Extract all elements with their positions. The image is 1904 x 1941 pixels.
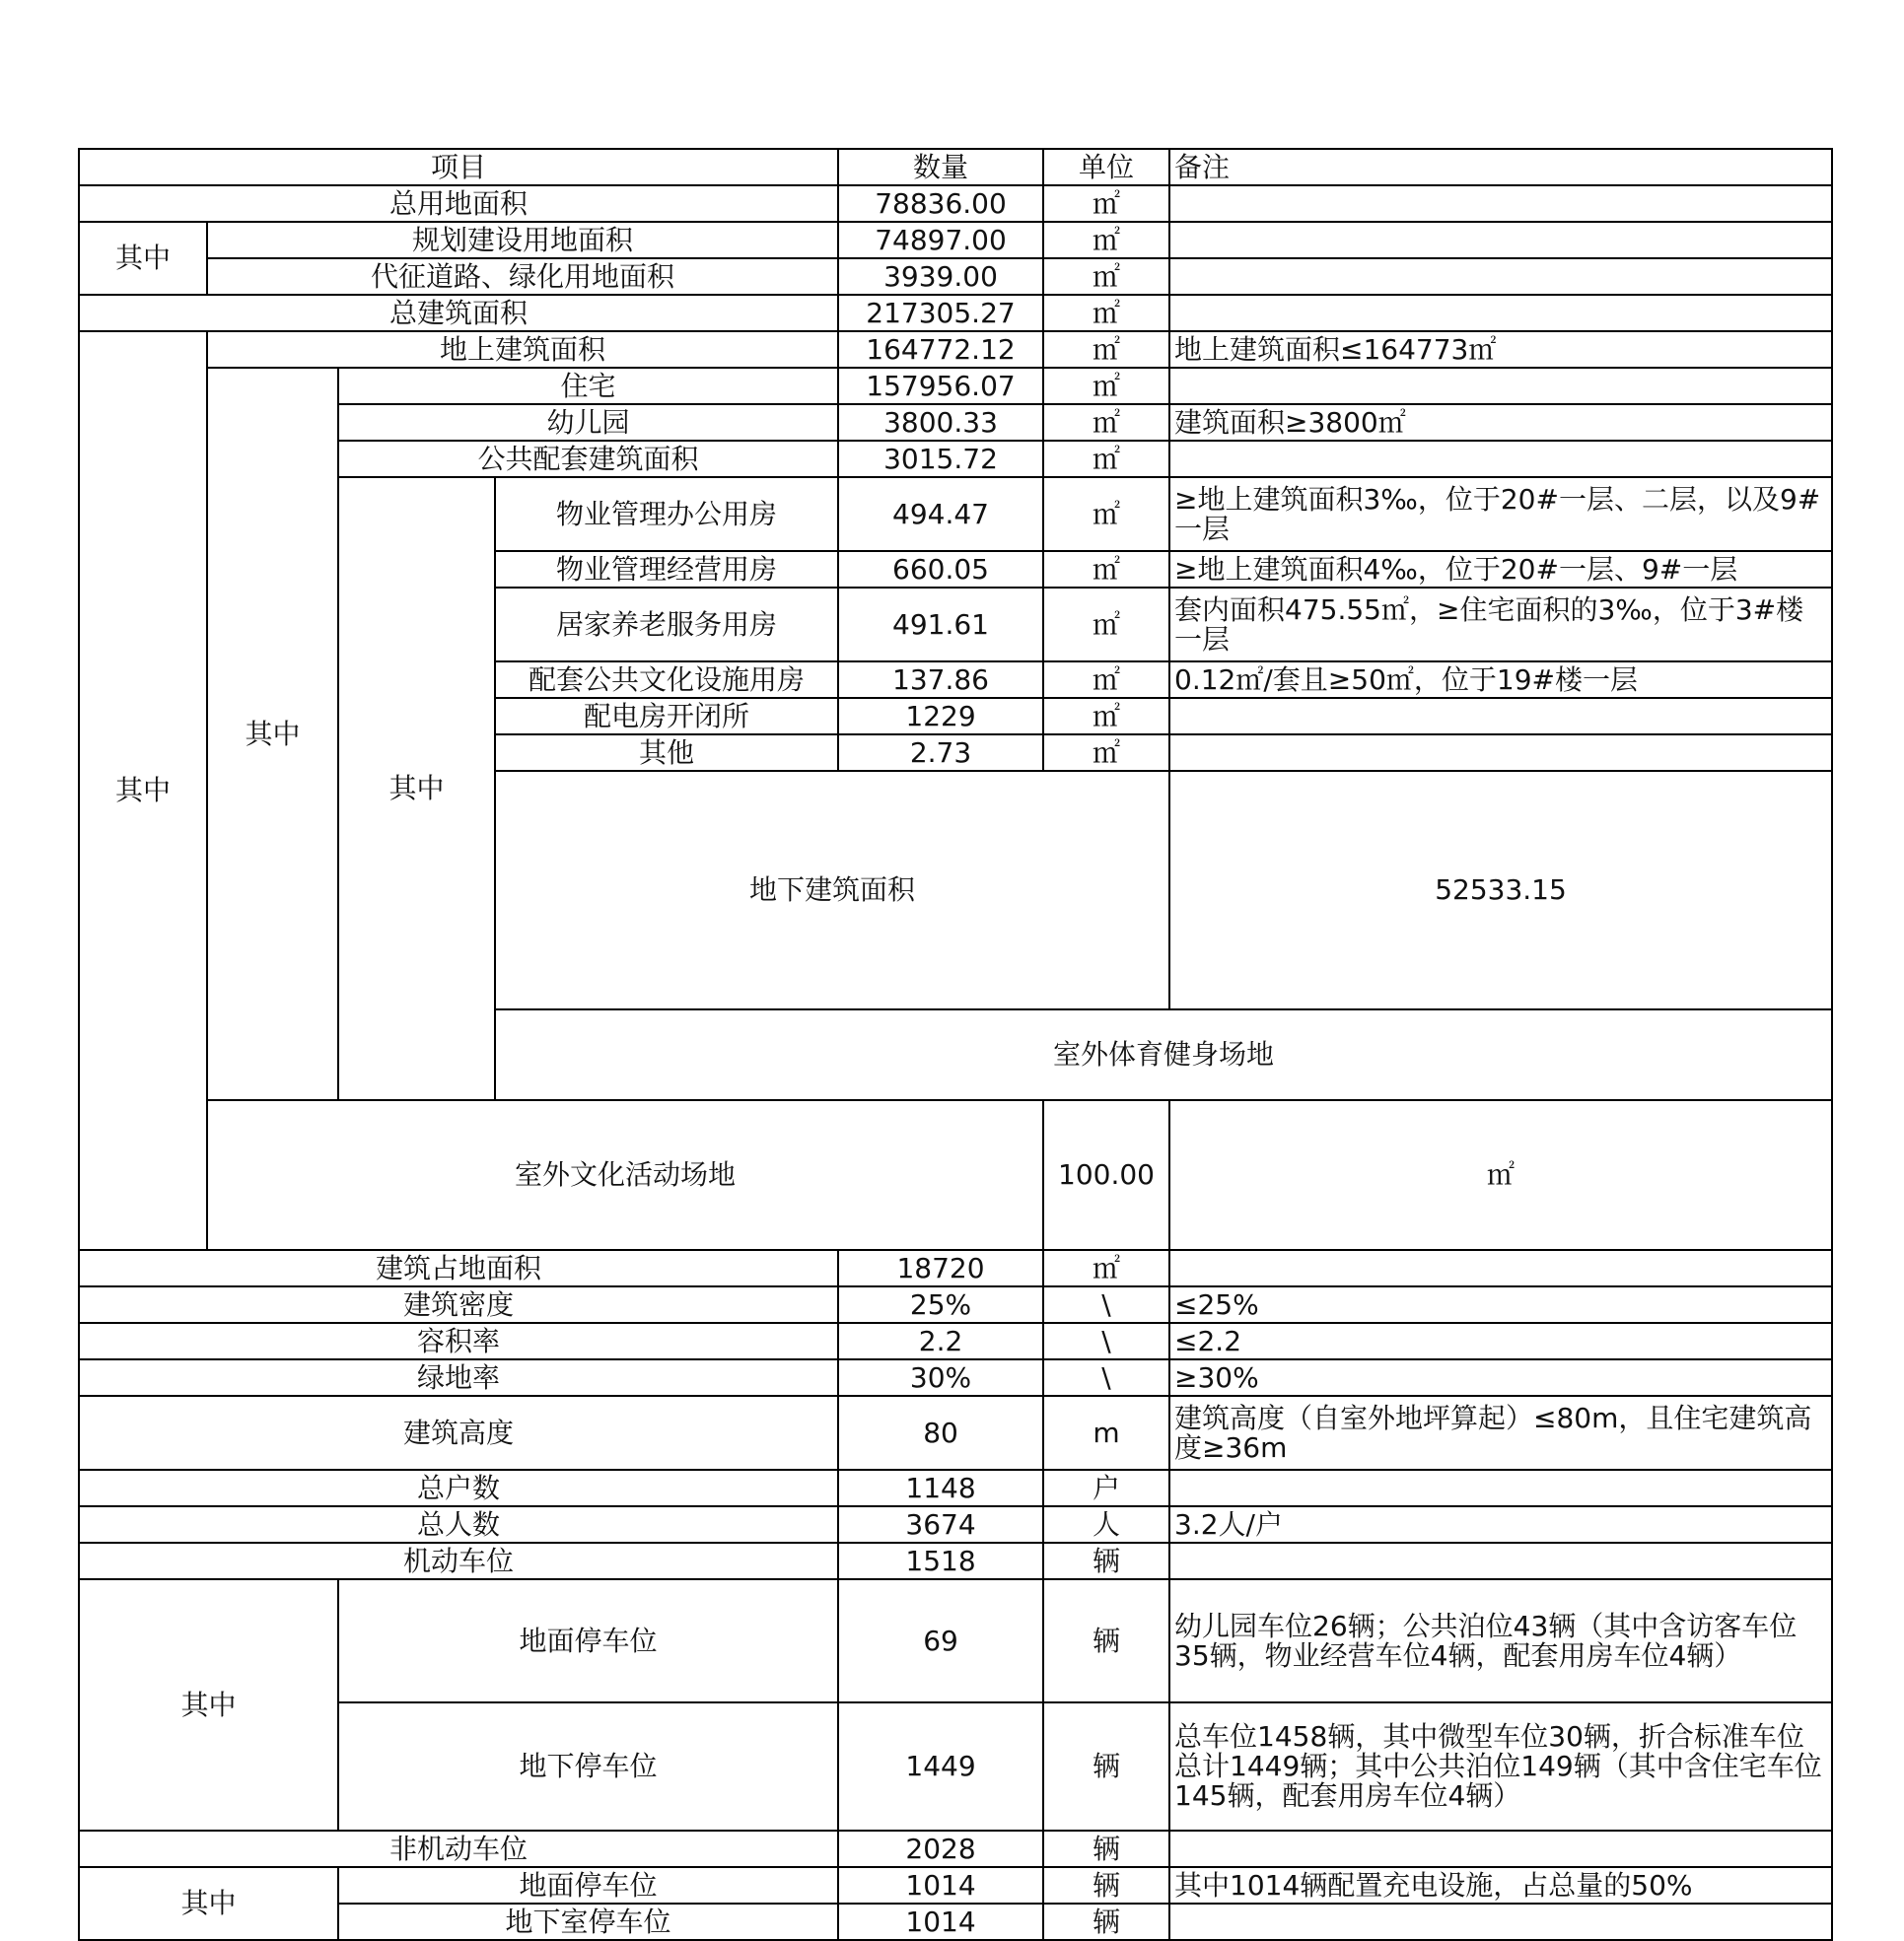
row-label: 建筑高度 xyxy=(79,1396,838,1470)
row-unit: 人 xyxy=(1043,1506,1169,1543)
row-label: 建筑占地面积 xyxy=(79,1250,838,1286)
header-item: 项目 xyxy=(79,149,838,185)
row-note xyxy=(1169,368,1832,404)
row-note: ≤2.2 xyxy=(1169,1323,1832,1359)
row-unit: ㎡ xyxy=(1043,477,1169,551)
row-qty: 164772.12 xyxy=(838,331,1043,368)
table-row xyxy=(79,1470,1832,1506)
row-note xyxy=(1169,1831,1832,1867)
table-row xyxy=(79,1250,1832,1286)
table-row xyxy=(79,295,1832,331)
row-note xyxy=(1169,222,1832,258)
row-label: 地面停车位 xyxy=(338,1579,838,1702)
row-note xyxy=(1169,1250,1832,1286)
row-qty: 1229 xyxy=(838,698,1043,734)
row-unit: ㎡ xyxy=(1169,1100,1832,1250)
table-row xyxy=(79,331,1832,368)
row-label: 规划建设用地面积 xyxy=(207,222,838,258)
row-unit: 户 xyxy=(1043,1470,1169,1506)
row-unit: ㎡ xyxy=(1043,404,1169,441)
row-note xyxy=(1169,258,1832,295)
header-note: 备注 xyxy=(1169,149,1832,185)
header-quantity: 数量 xyxy=(838,149,1043,185)
row-label: 幼儿园 xyxy=(338,404,838,441)
row-label: 地上建筑面积 xyxy=(207,331,838,368)
row-note xyxy=(1169,698,1832,734)
row-unit: 辆 xyxy=(1043,1904,1169,1940)
row-label: 建筑密度 xyxy=(79,1286,838,1323)
row-label: 地下室停车位 xyxy=(338,1904,838,1940)
row-qty: 494.47 xyxy=(838,477,1043,551)
row-label: 总人数 xyxy=(79,1506,838,1543)
row-label: 公共配套建筑面积 xyxy=(338,441,838,477)
row-label: 居家养老服务用房 xyxy=(495,588,838,661)
row-qty: 1014 xyxy=(838,1904,1043,1940)
row-note: 套内面积475.55㎡，≥住宅面积的3‰，位于3#楼一层 xyxy=(1169,588,1832,661)
row-qty: 660.05 xyxy=(838,551,1043,588)
row-unit: ㎡ xyxy=(1043,258,1169,295)
row-label: 物业管理办公用房 xyxy=(495,477,838,551)
row-unit: ㎡ xyxy=(1043,331,1169,368)
row-unit: \ xyxy=(1043,1359,1169,1396)
row-label: 室外体育健身场地 xyxy=(495,1009,1832,1100)
row-label: 物业管理经营用房 xyxy=(495,551,838,588)
row-note: ≥地上建筑面积4‰，位于20#一层、9#一层 xyxy=(1169,551,1832,588)
row-qty: 3939.00 xyxy=(838,258,1043,295)
table-row xyxy=(79,1904,1832,1940)
table-row xyxy=(79,477,1832,551)
header-row xyxy=(79,149,1832,185)
row-label: 非机动车位 xyxy=(79,1831,838,1867)
group-label: 其中 xyxy=(79,1579,338,1831)
row-unit: 辆 xyxy=(1043,1867,1169,1904)
row-qty: 137.86 xyxy=(838,661,1043,698)
table-row xyxy=(79,1579,1832,1702)
row-qty: 2028 xyxy=(838,1831,1043,1867)
table-row xyxy=(79,1323,1832,1359)
row-unit: \ xyxy=(1043,1286,1169,1323)
row-label: 住宅 xyxy=(338,368,838,404)
table-row xyxy=(79,1831,1832,1867)
row-note: ≥地上建筑面积3‰，位于20#一层、二层，以及9#一层 xyxy=(1169,477,1832,551)
group-label: 其中 xyxy=(79,1867,338,1940)
row-label: 室外文化活动场地 xyxy=(207,1100,1043,1250)
row-unit: ㎡ xyxy=(1043,661,1169,698)
group-label: 其中 xyxy=(79,331,207,1250)
row-unit: \ xyxy=(1043,1323,1169,1359)
row-note: 幼儿园车位26辆；公共泊位43辆（其中含访客车位35辆，物业经营车位4辆，配套用房车位4辆） xyxy=(1169,1579,1832,1702)
row-note: 3.2人/户 xyxy=(1169,1506,1832,1543)
row-note: ≤25% xyxy=(1169,1286,1832,1323)
table-row xyxy=(79,1396,1832,1470)
row-unit: ㎡ xyxy=(1043,1250,1169,1286)
row-qty: 3015.72 xyxy=(838,441,1043,477)
row-note: 0.12㎡/套且≥50㎡，位于19#楼一层 xyxy=(1169,661,1832,698)
row-qty: 80 xyxy=(838,1396,1043,1470)
row-note xyxy=(1169,441,1832,477)
row-note xyxy=(1169,734,1832,771)
row-note xyxy=(1169,1904,1832,1940)
header-unit: 单位 xyxy=(1043,149,1169,185)
row-label: 地下停车位 xyxy=(338,1702,838,1831)
table-row xyxy=(79,1286,1832,1323)
row-unit: ㎡ xyxy=(1043,734,1169,771)
row-qty: 25% xyxy=(838,1286,1043,1323)
row-unit: m xyxy=(1043,1396,1169,1470)
row-unit: ㎡ xyxy=(1043,588,1169,661)
table-row xyxy=(79,1867,1832,1904)
row-note xyxy=(1169,1543,1832,1579)
row-qty: 217305.27 xyxy=(838,295,1043,331)
row-unit: 辆 xyxy=(1043,1702,1169,1831)
group-label: 其中 xyxy=(207,368,338,1100)
row-label: 总建筑面积 xyxy=(79,295,838,331)
row-qty: 2.73 xyxy=(838,734,1043,771)
table-row xyxy=(79,1506,1832,1543)
row-qty: 157956.07 xyxy=(838,368,1043,404)
row-label: 总用地面积 xyxy=(79,185,838,222)
row-note xyxy=(1169,295,1832,331)
row-qty: 1014 xyxy=(838,1867,1043,1904)
row-qty: 1518 xyxy=(838,1543,1043,1579)
row-unit: ㎡ xyxy=(1043,295,1169,331)
row-label: 总户数 xyxy=(79,1470,838,1506)
row-qty: 1148 xyxy=(838,1470,1043,1506)
row-unit: 辆 xyxy=(1043,1831,1169,1867)
row-note: ≥30% xyxy=(1169,1359,1832,1396)
row-unit: ㎡ xyxy=(1043,698,1169,734)
row-unit: ㎡ xyxy=(1043,222,1169,258)
row-note xyxy=(1169,1470,1832,1506)
row-label: 配电房开闭所 xyxy=(495,698,838,734)
row-unit: ㎡ xyxy=(1043,185,1169,222)
row-qty: 3674 xyxy=(838,1506,1043,1543)
table-row xyxy=(79,185,1832,222)
table-row xyxy=(79,368,1832,404)
table-row xyxy=(79,404,1832,441)
row-qty: 2.2 xyxy=(838,1323,1043,1359)
row-unit: ㎡ xyxy=(1043,368,1169,404)
row-qty: 3800.33 xyxy=(838,404,1043,441)
row-note: 建筑面积≥3800㎡ xyxy=(1169,404,1832,441)
row-label: 绿地率 xyxy=(79,1359,838,1396)
row-qty: 52533.15 xyxy=(1169,771,1832,1009)
row-unit: 辆 xyxy=(1043,1543,1169,1579)
table-row xyxy=(79,1543,1832,1579)
table-row xyxy=(79,441,1832,477)
row-qty: 30% xyxy=(838,1359,1043,1396)
row-note: 建筑高度（自室外地坪算起）≤80m，且住宅建筑高度≥36m xyxy=(1169,1396,1832,1470)
row-note xyxy=(1169,185,1832,222)
table-row xyxy=(79,1100,1832,1250)
row-label: 机动车位 xyxy=(79,1543,838,1579)
row-qty: 74897.00 xyxy=(838,222,1043,258)
table-row xyxy=(79,258,1832,295)
table-row xyxy=(79,222,1832,258)
row-label: 容积率 xyxy=(79,1323,838,1359)
row-qty: 491.61 xyxy=(838,588,1043,661)
row-unit: 辆 xyxy=(1043,1579,1169,1702)
row-note: 总车位1458辆，其中微型车位30辆，折合标准车位总计1449辆；其中公共泊位149辆（其中含住宅车位145辆，配套用房车位4辆） xyxy=(1169,1702,1832,1831)
table-row xyxy=(79,1359,1832,1396)
row-note: 地上建筑面积≤164773㎡ xyxy=(1169,331,1832,368)
row-label: 配套公共文化设施用房 xyxy=(495,661,838,698)
row-label: 地面停车位 xyxy=(338,1867,838,1904)
row-qty: 78836.00 xyxy=(838,185,1043,222)
row-unit: ㎡ xyxy=(1043,551,1169,588)
group-label: 其中 xyxy=(338,477,495,1100)
row-label: 地下建筑面积 xyxy=(495,771,1169,1009)
table-row xyxy=(79,1702,1832,1831)
group-label: 其中 xyxy=(79,222,207,295)
row-qty: 100.00 xyxy=(1043,1100,1169,1250)
row-qty: 69 xyxy=(838,1579,1043,1702)
row-label: 其他 xyxy=(495,734,838,771)
indicator-table xyxy=(78,148,1833,1941)
row-label: 代征道路、绿化用地面积 xyxy=(207,258,838,295)
row-note: 其中1014辆配置充电设施，占总量的50% xyxy=(1169,1867,1832,1904)
row-qty: 1449 xyxy=(838,1702,1043,1831)
row-unit: ㎡ xyxy=(1043,441,1169,477)
row-qty: 18720 xyxy=(838,1250,1043,1286)
